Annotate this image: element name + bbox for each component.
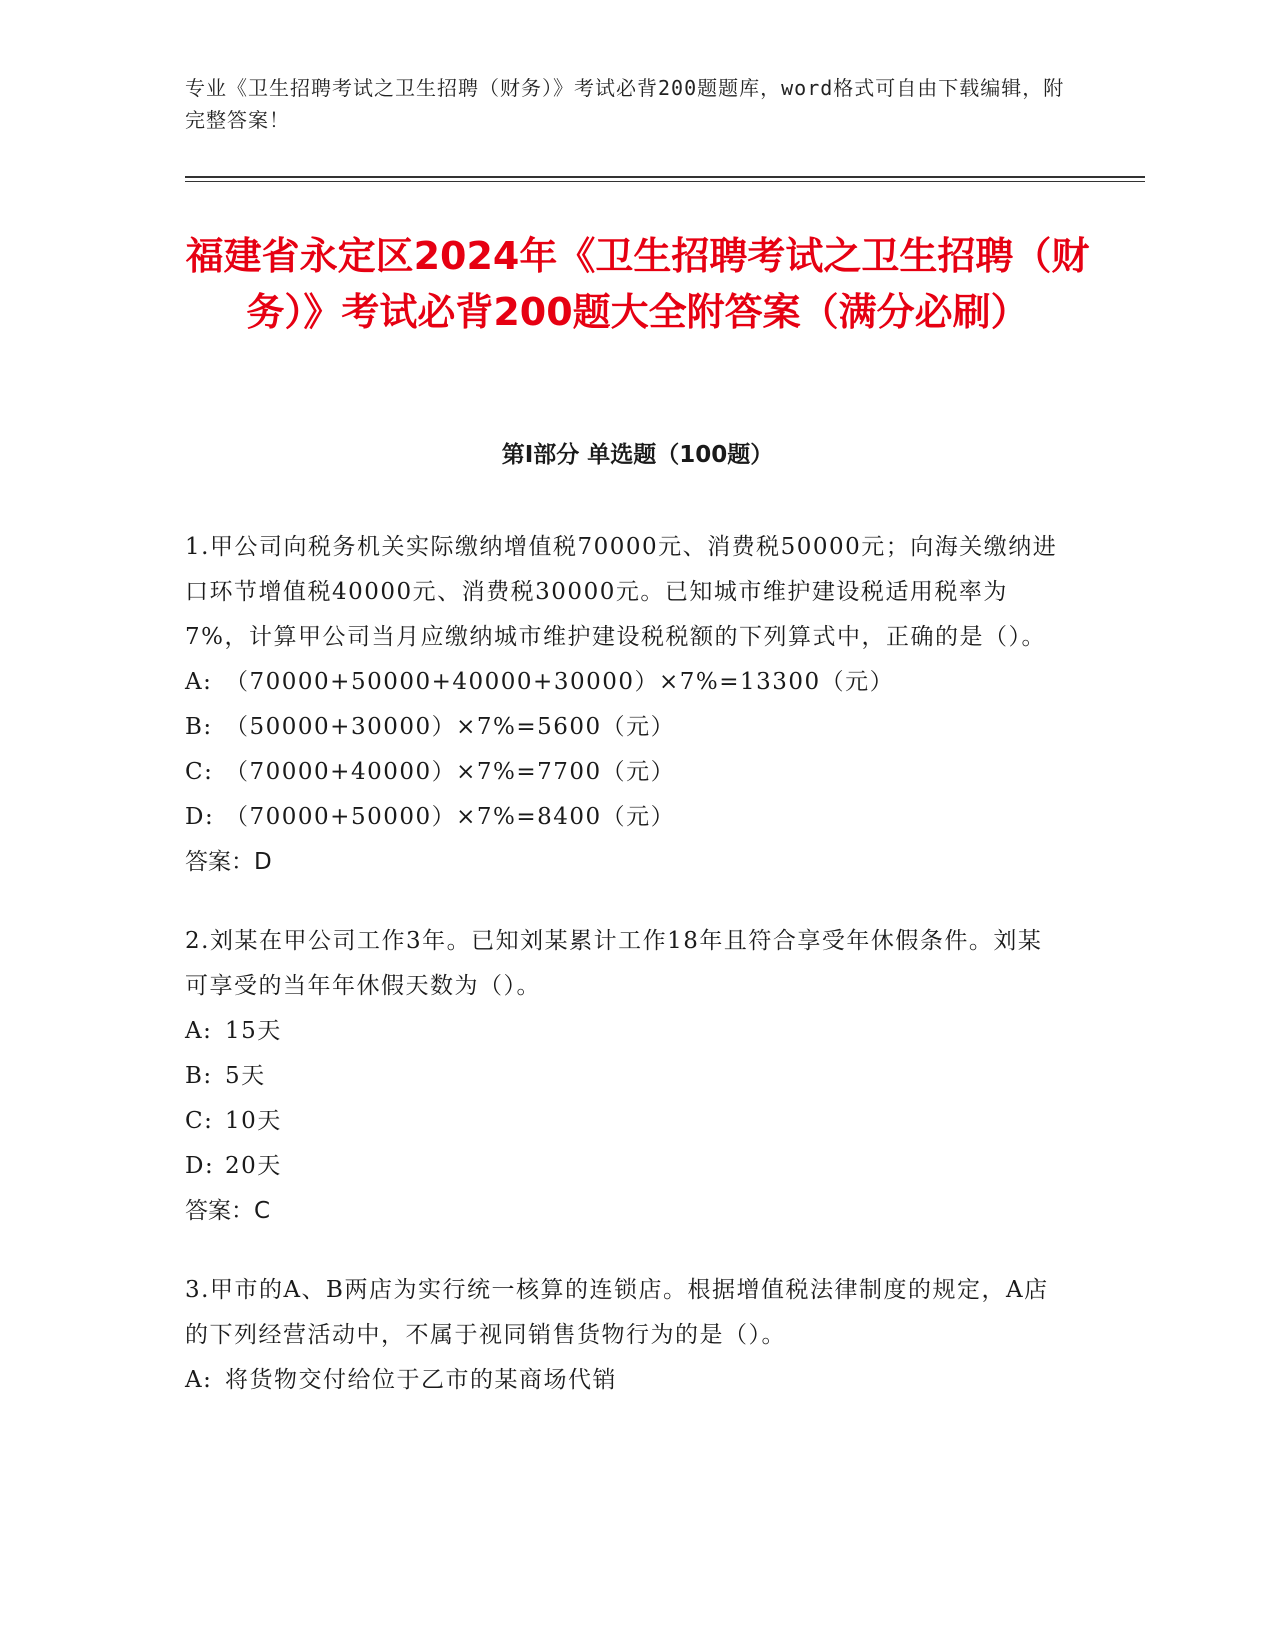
option-letter: B: xyxy=(185,1063,213,1089)
answer-line: 答案：C xyxy=(185,1198,271,1224)
question-text: 3.甲市的A、B两店为实行统一核算的连锁店。根据增值税法律制度的规定，A店的下列经营活动中，不属于视同销售货物行为的是（）。 xyxy=(185,1277,1049,1348)
option-letter: D: xyxy=(185,804,215,830)
option-b xyxy=(185,1054,1065,1099)
option-text: （50000+30000）×7%=5600（元） xyxy=(225,714,676,740)
option-letter: A: xyxy=(185,1367,213,1393)
option-text: （70000+40000）×7%=7700（元） xyxy=(225,759,676,785)
option-c xyxy=(185,1099,1065,1144)
option-text: 5天 xyxy=(225,1063,266,1089)
option-letter: C: xyxy=(185,1108,214,1134)
option-letter: B: xyxy=(185,714,213,740)
document-title: 福建省永定区2024年《卫生招聘考试之卫生招聘（财务）》考试必背200题大全附答案（满分必刷） xyxy=(185,234,1090,334)
question-1 xyxy=(185,525,1065,885)
option-letter: C: xyxy=(185,759,214,785)
header-note: 专业《卫生招聘考试之卫生招聘（财务）》考试必背200题题库，word格式可自由下载编辑，附完整答案！ xyxy=(185,76,1065,132)
option-text: （70000+50000+40000+30000）×7%=13300（元） xyxy=(225,669,895,695)
option-b xyxy=(185,705,1065,750)
question-3 xyxy=(185,1268,1065,1403)
section-heading: 第Ⅰ部分 单选题（100题） xyxy=(501,442,774,468)
answer-line: 答案：D xyxy=(185,849,272,875)
option-a xyxy=(185,660,1065,705)
option-c xyxy=(185,750,1065,795)
option-text: 20天 xyxy=(225,1153,282,1179)
option-a xyxy=(185,1009,1065,1054)
option-letter: A: xyxy=(185,669,213,695)
option-text: （70000+50000）×7%=8400（元） xyxy=(225,804,676,830)
option-a xyxy=(185,1358,1065,1403)
header-divider-thick xyxy=(185,176,1145,178)
option-d xyxy=(185,795,1065,840)
option-d xyxy=(185,1144,1065,1189)
question-text: 1.甲公司向税务机关实际缴纳增值税70000元、消费税50000元；向海关缴纳进口环节增值税40000元、消费税30000元。已知城市维护建设税适用税率为7%，计算甲公司当月应缴纳城市维护建设税税额的下列算式中，正确的是（）。 xyxy=(185,534,1058,650)
question-list xyxy=(185,525,1065,1437)
option-text: 将货物交付给位于乙市的某商场代销 xyxy=(225,1367,617,1393)
question-text: 2.刘某在甲公司工作3年。已知刘某累计工作18年且符合享受年休假条件。刘某可享受的当年年休假天数为（）。 xyxy=(185,928,1043,999)
option-letter: D: xyxy=(185,1153,215,1179)
option-text: 10天 xyxy=(225,1108,282,1134)
header-divider-thin xyxy=(185,181,1145,182)
option-text: 15天 xyxy=(225,1018,282,1044)
question-2 xyxy=(185,919,1065,1234)
option-letter: A: xyxy=(185,1018,213,1044)
